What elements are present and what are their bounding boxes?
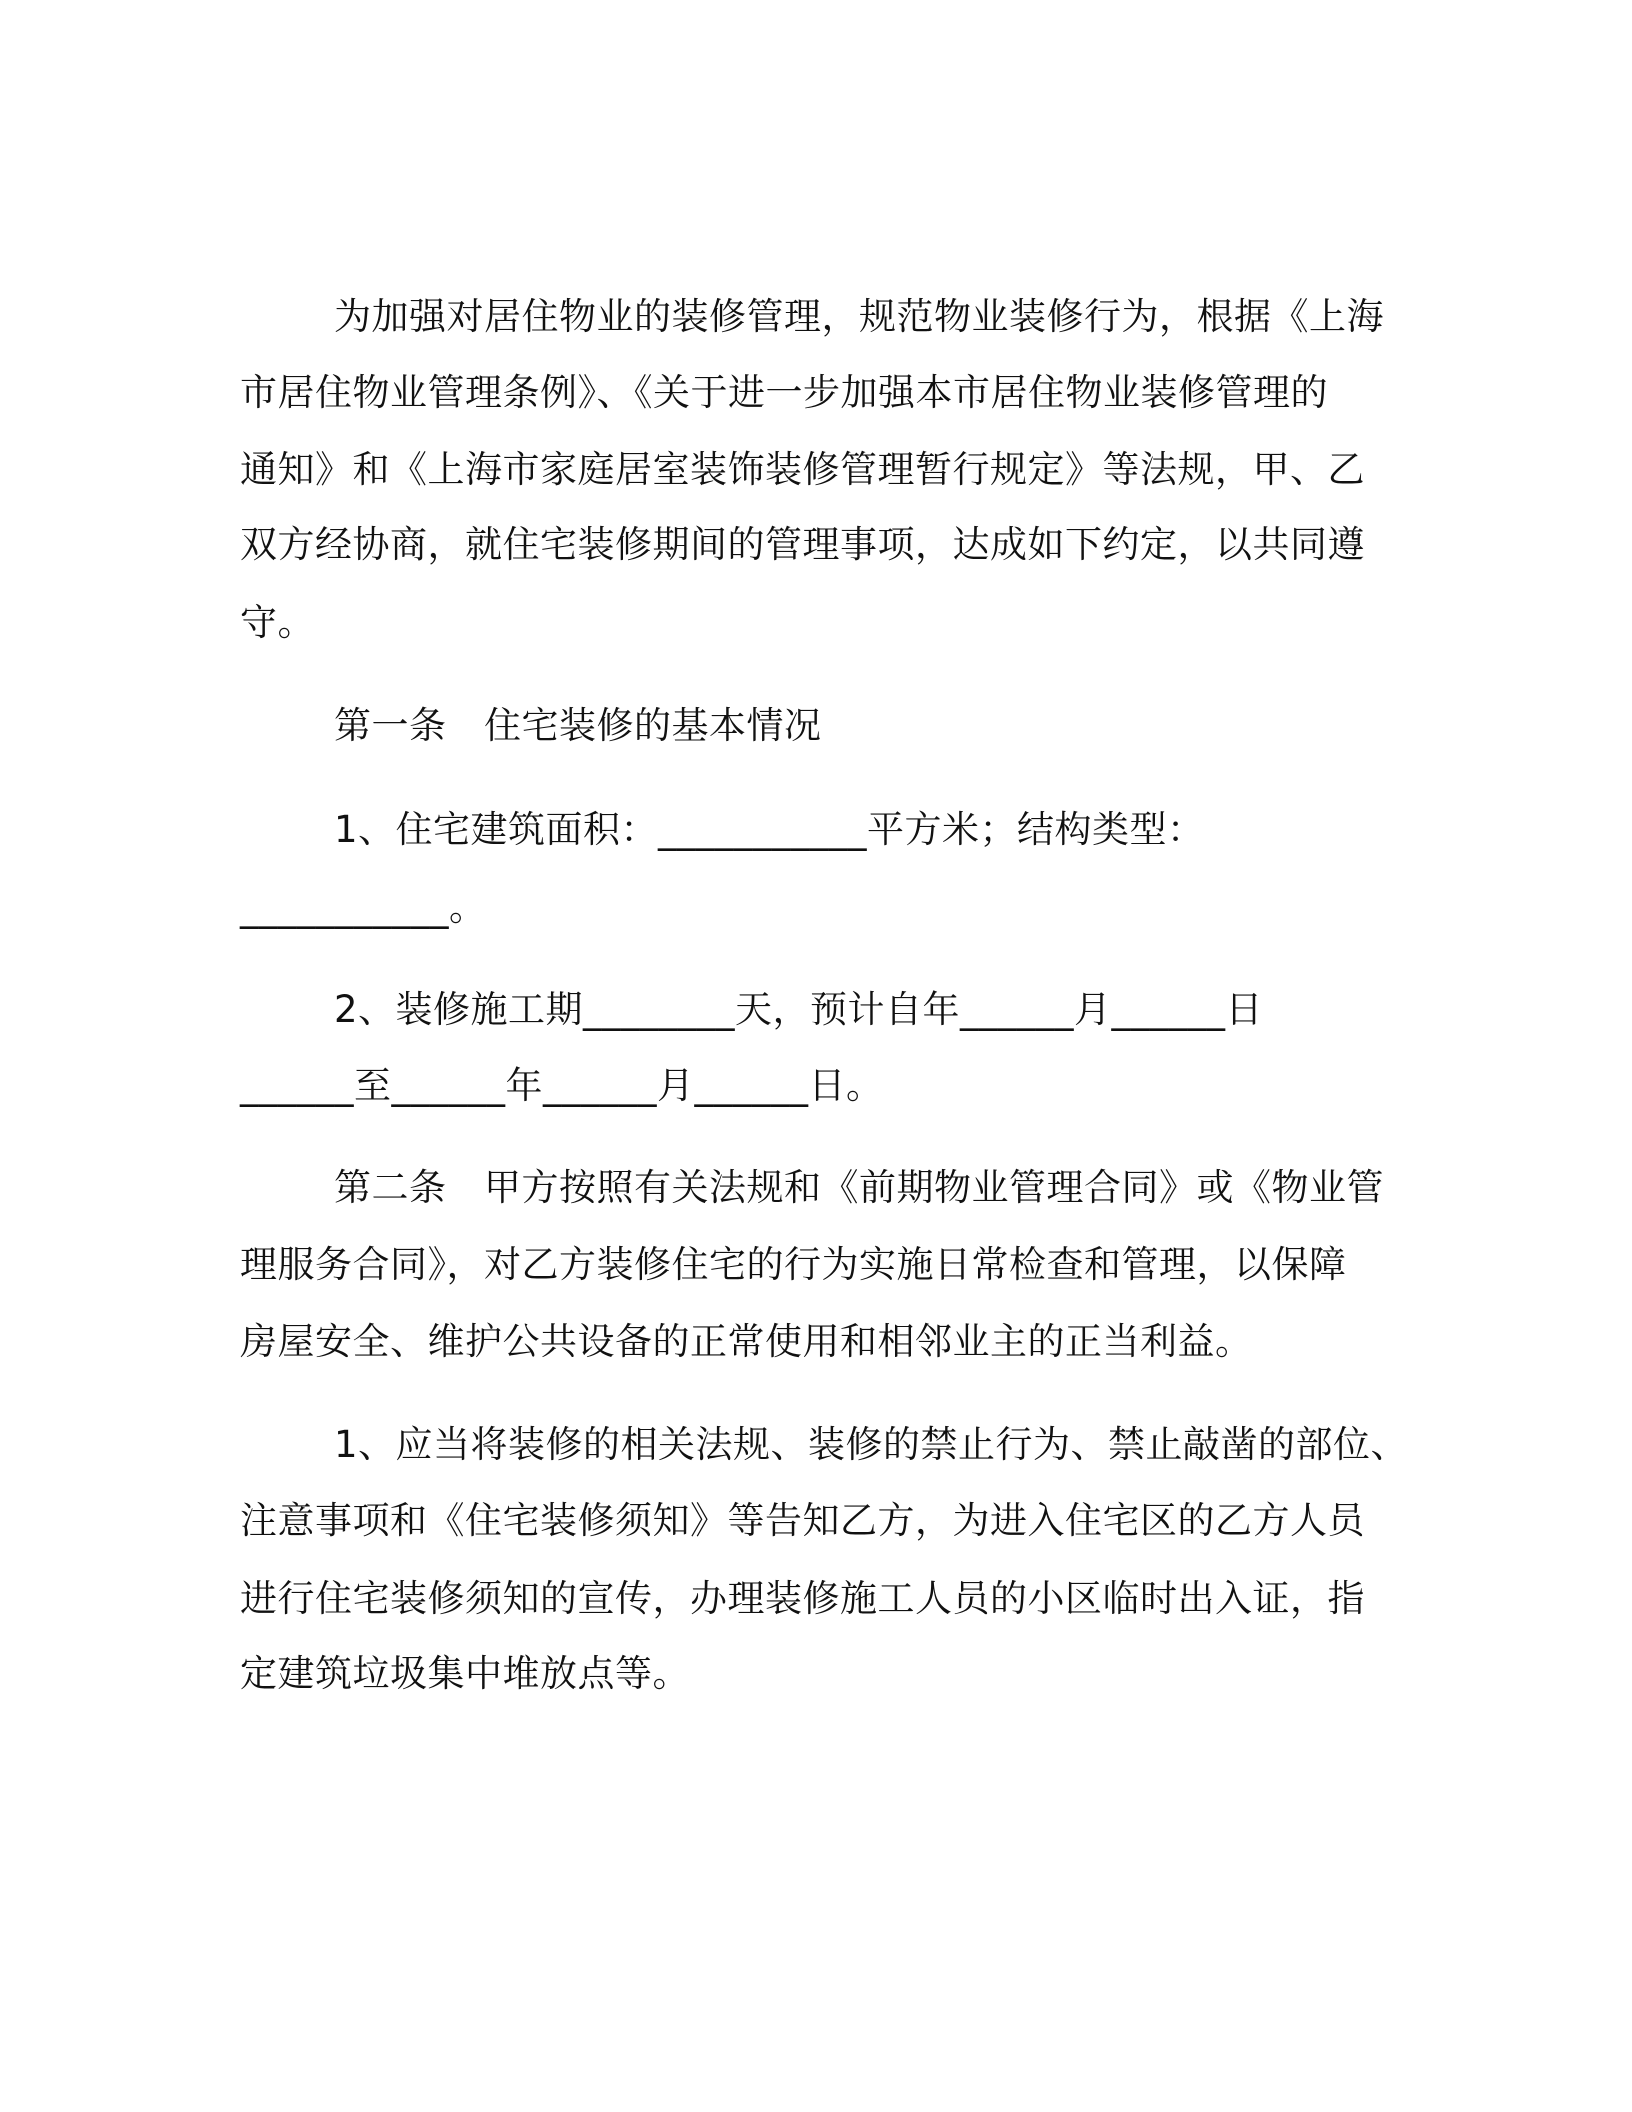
intro-line-1: 为加强对居住物业的装修管理，规范物业装修行为，根据《上海 — [334, 295, 1384, 338]
article-2-line-2: 理服务合同》，对乙方装修住宅的行为实施日常检查和管理，以保障 — [240, 1243, 1347, 1286]
intro-line-5: 守。 — [240, 601, 315, 644]
article-1-item-2-line-1: 2、装修施工期________天，预计自年______月______日 — [334, 988, 1264, 1031]
article-2-item-1-line-1: 1、应当将装修的相关法规、装修的禁止行为、禁止敲凿的部位、 — [334, 1423, 1409, 1466]
article-2-item-1-line-4: 定建筑垃圾集中堆放点等。 — [240, 1652, 690, 1695]
article-1-item-1-line-2: ___________。 — [240, 886, 487, 929]
intro-line-4: 双方经协商，就住宅装修期间的管理事项，达成如下约定，以共同遵 — [240, 523, 1365, 566]
article-2-line-3: 房屋安全、维护公共设备的正常使用和相邻业主的正当利益。 — [240, 1320, 1253, 1363]
article-1-item-1-line-1: 1、住宅建筑面积：___________平方米；结构类型： — [334, 808, 1205, 851]
intro-line-3: 通知》和《上海市家庭居室装饰装修管理暂行规定》等法规，甲、乙 — [240, 448, 1365, 491]
intro-line-2: 市居住物业管理条例》、《关于进一步加强本市居住物业装修管理的 — [240, 371, 1328, 414]
article-1-item-2-line-2: ______至______年______月______日。 — [240, 1064, 884, 1107]
article-2-item-1-line-3: 进行住宅装修须知的宣传，办理装修施工人员的小区临时出入证，指 — [240, 1577, 1365, 1620]
article-2-item-1-line-2: 注意事项和《住宅装修须知》等告知乙方，为进入住宅区的乙方人员 — [240, 1499, 1365, 1542]
article-1-heading: 第一条 住宅装修的基本情况 — [334, 704, 822, 747]
article-2-line-1: 第二条 甲方按照有关法规和《前期物业管理合同》或《物业管 — [334, 1166, 1384, 1209]
